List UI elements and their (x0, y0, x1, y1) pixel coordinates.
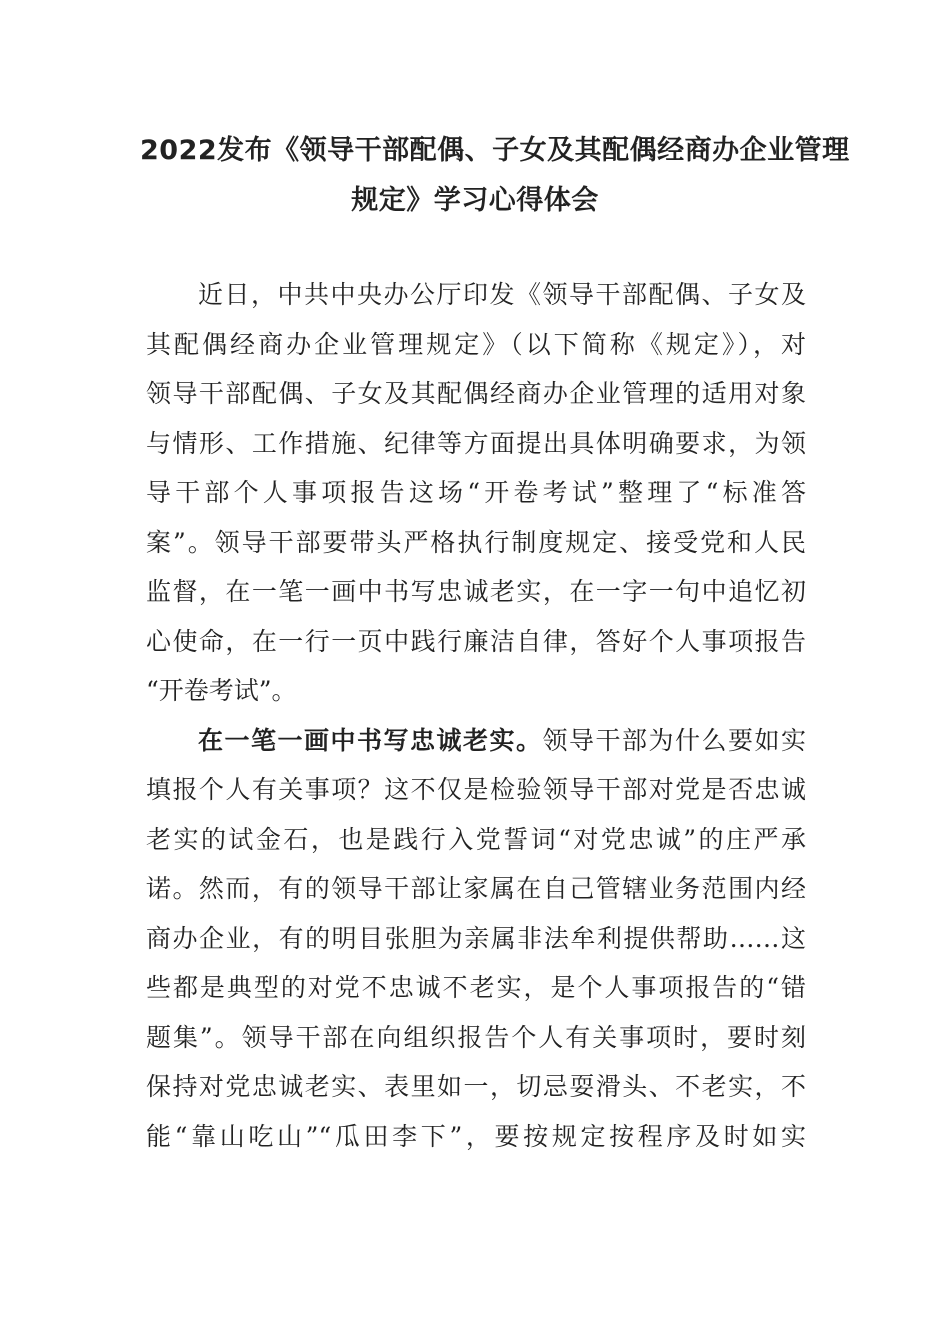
paragraph-lead-heading: 在一笔一画中书写忠诚老实。 (198, 725, 543, 755)
text-line: 能“靠山吃山”“瓜田李下”，要按规定按程序及时如实 (146, 1121, 806, 1151)
text-line: 导干部个人事项报告这场“开卷考试”整理了“标准答 (146, 478, 806, 507)
text-line: 题集”。领导干部在向组织报告个人有关事项时，要时刻 (146, 1022, 806, 1052)
text-line: 保持对党忠诚老实、表里如一，切忌耍滑头、不老实，不 (146, 1072, 806, 1101)
text-line: 案”。领导干部要带头严格执行制度规定、接受党和人民 (146, 527, 806, 557)
text-line: 些都是典型的对党不忠诚不老实，是个人事项报告的“错 (146, 973, 806, 1002)
title-line-2: 规定》学习心得体会 (351, 185, 599, 216)
text-line: 商办企业，有的明目张胆为亲属非法牟利提供帮助……这 (146, 923, 806, 953)
text-line: 填报个人有关事项？这不仅是检验领导干部对党是否忠诚 (146, 775, 806, 804)
lead-line-rest: 领导干部为什么要如实 (542, 725, 806, 755)
text-line-with-lead (146, 716, 806, 766)
text-line: 老实的试金石，也是践行入党誓词“对党忠诚”的庄严承 (146, 824, 806, 854)
text-line: 与情形、工作措施、纪律等方面提出具体明确要求，为领 (146, 428, 806, 458)
paragraph-intro (146, 270, 806, 716)
text-line: 心使命，在一行一页中践行廉洁自律，答好个人事项报告 (146, 626, 806, 656)
document-body (146, 270, 806, 1161)
paragraph-loyalty (146, 716, 806, 1162)
title-line-1: 2022发布《领导干部配偶、子女及其配偶经商办企业管理 (140, 135, 850, 166)
text-line: 诺。然而，有的领导干部让家属在自己管辖业务范围内经 (146, 874, 806, 903)
text-line: 近日，中共中央办公厅印发《领导干部配偶、子女及 (198, 280, 806, 309)
text-line: 监督，在一笔一画中书写忠诚老实，在一字一句中追忆初 (146, 577, 806, 606)
document-title (140, 126, 850, 226)
text-line: 领导干部配偶、子女及其配偶经商办企业管理的适用对象 (146, 379, 806, 408)
text-line: “开卷考试”。 (146, 676, 297, 705)
text-line: 其配偶经商办企业管理规定》（以下简称《规定》），对 (146, 329, 806, 359)
